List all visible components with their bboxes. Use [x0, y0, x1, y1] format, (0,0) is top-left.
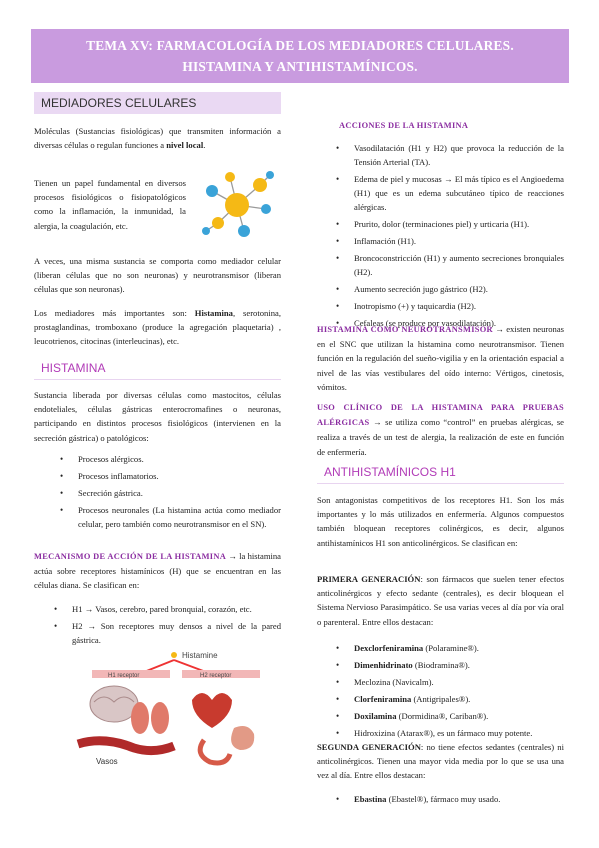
text-span: .	[203, 140, 206, 151]
subheading-mecanismo: MECANISMO DE ACCIÓN DE LA HISTAMINA	[34, 552, 227, 561]
paragraph-neurotransmisor	[317, 322, 564, 394]
list-item	[334, 726, 564, 740]
list-item: • Broncoconstricción (H1) y aumento secreciones bronquiales (H2).	[334, 251, 564, 279]
list-segunda-generacion	[334, 792, 564, 809]
figure-h1-label: H1 receptor	[108, 673, 140, 679]
paragraph-segunda-generacion	[317, 740, 564, 783]
section-heading-mediadores: MEDIADORES CELULARES	[34, 92, 281, 114]
text-span: Hidroxizina (Atarax®), es un fármaco muy potente.	[354, 728, 533, 738]
text-span: (Dormidina®, Cariban®).	[396, 711, 489, 721]
text-span: : no tiene efectos sedantes (centrales) ni anticolinérgicos. Tienen una mayor vida media por lo que se usa una vez al día. Entre ellos destacan:	[317, 742, 564, 781]
list-item: • Vasodilatación (H1 y H2) que provoca la reducción de la Tensión Arterial (TA).	[334, 141, 564, 169]
paragraph-primera-generacion	[317, 572, 564, 629]
molecule-illustration	[196, 165, 278, 243]
figure-histamine-label: Histamine	[182, 651, 218, 660]
drug-name: Dimenhidrinato	[354, 660, 413, 670]
text-span: Los mediadores más importantes son:	[34, 308, 195, 318]
text-span: ACCIONES DE LA HISTAMINA	[339, 121, 469, 130]
list-item: • Cefaleas (se produce por vasodilatación).	[334, 316, 564, 330]
list-item	[334, 792, 564, 806]
list-item: • Prurito, dolor (terminaciones piel) y urticaria (H1).	[334, 217, 564, 231]
subheading-neurotransmisor: HISTAMINA COMO NEUROTRANSMISOR	[317, 325, 493, 334]
section-heading-histamina: HISTAMINA	[34, 358, 281, 380]
text-span: (Ebastel®), fármaco muy usado.	[386, 794, 501, 804]
list-item: • Aumento secreción jugo gástrico (H2).	[334, 282, 564, 296]
drug-name: Clorfeniramina	[354, 694, 412, 704]
list-item: • Secreción gástrica.	[58, 486, 281, 500]
text-span: Meclozina (Navicalm).	[354, 677, 434, 687]
page-title-line1: TEMA XV: FARMACOLOGÍA DE LOS MEDIADORES CELULARES.	[86, 38, 514, 53]
paragraph-mecanismo	[34, 549, 281, 593]
drug-name: Doxilamina	[354, 711, 397, 721]
text-span: → existen neuronas en el SNC que utilizan la histamina como neurotransmisor. Tienen función en la regulación del sueño-vigilia y en la orientación espacial a nivel de las vías vestibulares del oído interno: Vértigos, cinetosis, vómitos.	[317, 324, 564, 392]
list-item: • Procesos neuronales (La histamina actúa como mediador celular, pero también como neurotransmisor en el SN).	[58, 503, 281, 531]
text-span: (Biodramina®).	[412, 660, 470, 670]
text-span: : son fármacos que suelen tener efectos anticolinérgicos y efecto sedante (centrales), es decir bloquean el Sistema Nervioso Parasimpático. Se usa varias veces al día por vía oral o parenteral. Entre ellos destacan:	[317, 574, 564, 627]
drug-name: Dexclorfeniramina	[354, 643, 424, 653]
list-item	[334, 641, 564, 655]
paragraph-uso-clinico	[317, 400, 564, 459]
text-span: (Antigripales®).	[411, 694, 471, 704]
page-title-line2: HISTAMINA Y ANTIHISTAMÍNICOS.	[182, 59, 418, 74]
list-item	[334, 675, 564, 689]
list-item	[334, 658, 564, 672]
section-heading-antihistaminicos: ANTIHISTAMÍNICOS H1	[317, 462, 564, 484]
list-acciones	[334, 141, 564, 333]
figure-h2-label: H2 receptor	[200, 673, 232, 679]
subheading-uso-clinico: USO CLÍNICO DE LA HISTAMINA PARA PRUEBAS ALÉRGICAS	[317, 403, 564, 428]
list-item: • Edema de piel y mucosas → El más típico es el Angioedema (H1) que es un edema subcutáneo típico de reacciones alérgicas.	[334, 172, 564, 214]
list-item	[334, 709, 564, 723]
paragraph-mediadores-def	[34, 124, 281, 152]
list-primera-generacion	[334, 641, 564, 743]
paragraph-mediador-neurotransmisor: A veces, una misma sustancia se comporta como mediador celular (liberan células que no son neuronas) y neurotransmisor (liberan células que son neuronas).	[34, 256, 281, 295]
list-receptores	[52, 602, 281, 650]
paragraph-histamina-def: Sustancia liberada por diversas células como mastocitos, células endoteliales, células gástricas enterocromafines o neuronas, participando en distintos procesos fisiológicos (intervienen en la secreción gástrica) o patológicos:	[34, 390, 281, 443]
list-item: • Procesos inflamatorios.	[58, 469, 281, 483]
list-item: • H2 → Son receptores muy densos a nivel de la pared gástrica.	[52, 619, 281, 647]
text-bold: Histamina	[194, 308, 233, 318]
list-item: • H1 → Vasos, cerebro, pared bronquial, corazón, etc.	[52, 602, 281, 616]
subheading-segunda: SEGUNDA GENERACIÓN	[317, 742, 421, 752]
paragraph-mediadores-papel: Tienen un papel fundamental en diversos procesos fisiológicos o fisiopatológicos como la inflamación, la inmunidad, la alergia, la coagulación, etc.	[34, 178, 186, 231]
page-title-banner	[31, 29, 569, 83]
drug-name: Ebastina	[354, 794, 387, 804]
list-item: • Inotropismo (+) y taquicardia (H2).	[334, 299, 564, 313]
text-span: Moléculas (Sustancias fisiológicas) que transmiten información a diversas células o regulan funciones a	[34, 126, 281, 151]
subheading-acciones	[339, 118, 564, 133]
text-span: → la histamina actúa sobre receptores histamínicos (H) que se encuentran en las células diana. Se clasifican en:	[34, 551, 281, 591]
list-item: • Inflamación (H1).	[334, 234, 564, 248]
paragraph-mediadores-importantes	[34, 306, 281, 349]
text-span: (Polaramine®).	[423, 643, 479, 653]
text-span: → se utiliza como “control” en pruebas alérgicas, se realiza a través de un test de alergia, la realización de este en función de enfermería.	[317, 417, 564, 457]
figure-vasos-label: Vasos	[96, 757, 118, 766]
list-item	[334, 692, 564, 706]
text-bold: nivel local	[166, 140, 204, 151]
histamine-receptor-figure	[74, 648, 276, 770]
subheading-primera: PRIMERA GENERACIÓN	[317, 574, 421, 584]
list-item: • Procesos alérgicos.	[58, 452, 281, 466]
paragraph-antihistaminicos: Son antagonistas competitivos de los receptores H1. Son los más importantes y lo más utilizados en enfermería. Algunos compuestos también bloquean receptores colinérgicos, es decir, algunos antihistamínicos H1 son anticolinérgicos. Se clasifican en:	[317, 495, 564, 548]
text-span: , serotonina, prostaglandinas, tromboxano (produce la agregación plaquetaria) , leucotrienos, citocinas (interleucinas), etc.	[34, 308, 281, 347]
list-procesos	[58, 452, 281, 534]
